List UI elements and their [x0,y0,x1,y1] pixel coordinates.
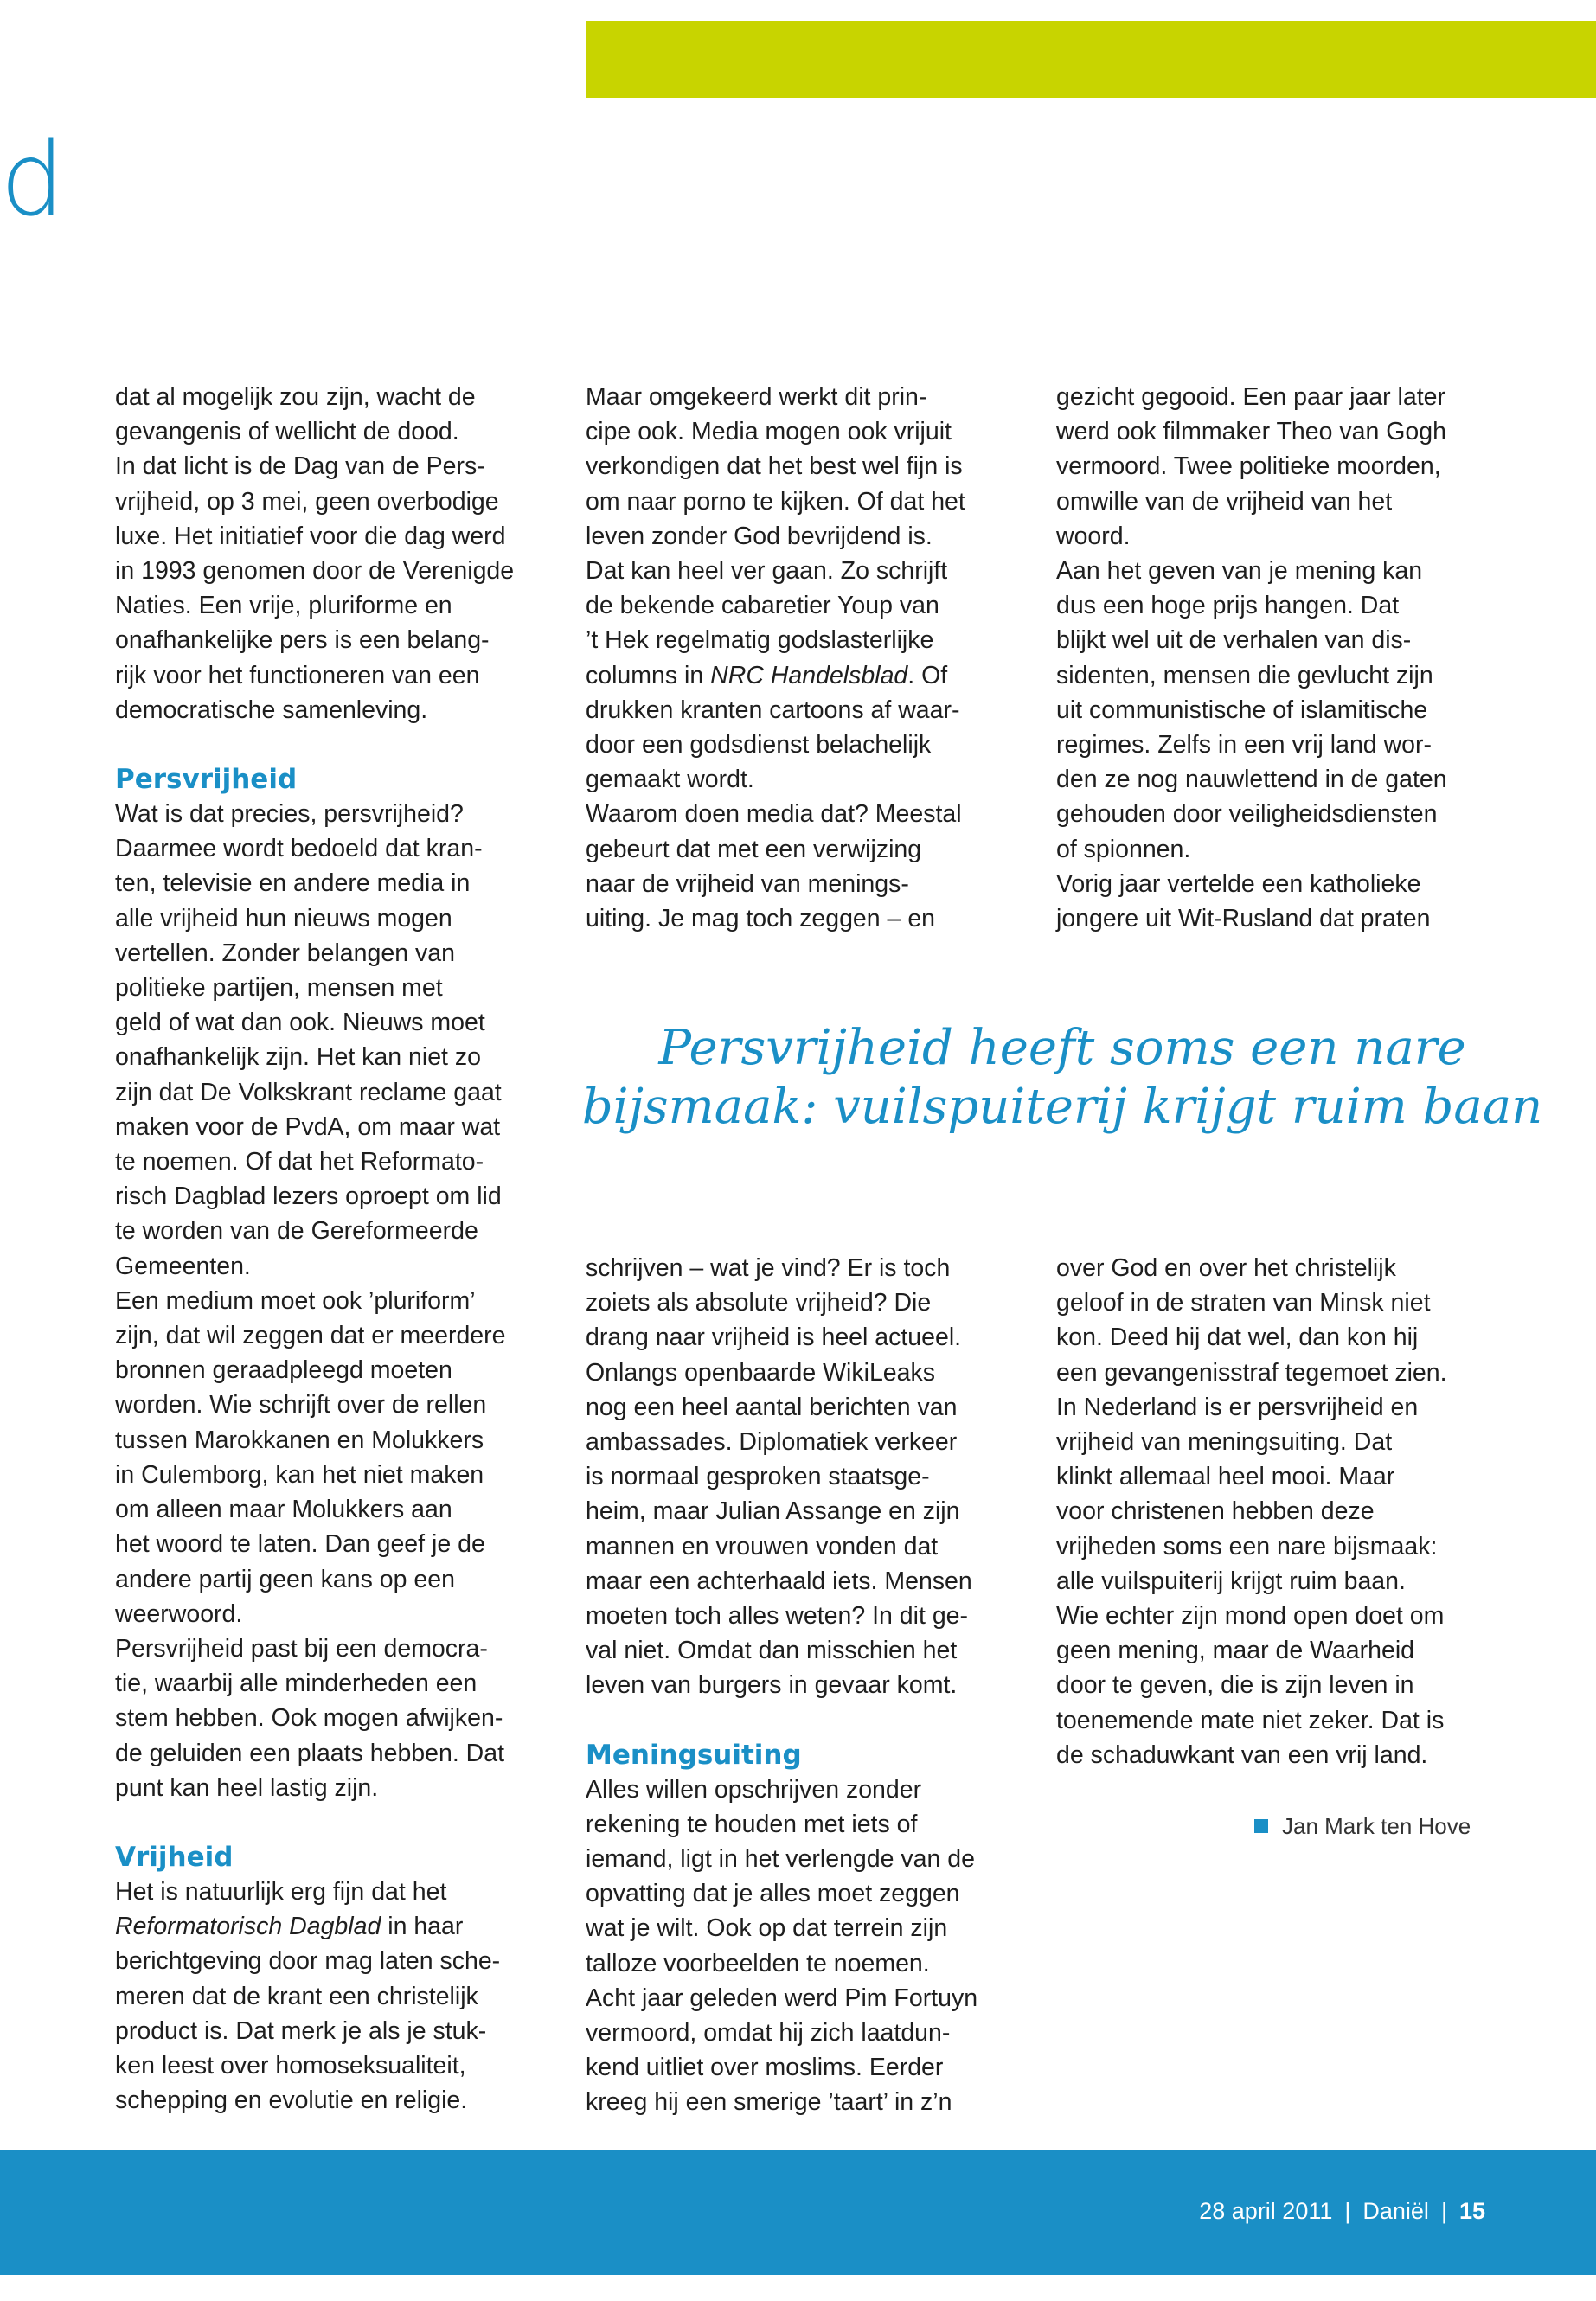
article-column-2-bottom: schrijven – wat je vind? Er is toch zoiets als absolute vrijheid? Die drang naar vrijheid is heel actueel. Onlangs openbaarde WikiLeaks nog een heel aantal berichten van ambassades. Diplomatiek verkeer is normaal gesproken staatsge- heim, maar Julian Assange en zijn mannen en vrouwen vonden dat maar een achterhaald iets. Mensen moeten toch alles weten? In dit ge- val niet. Omdat dan misschien het leven van burgers in gevaar komt. Meningsuiting Alles willen opschrijven zonder rekening te houden met iets of iemand, ligt in het verlengde van de opvatting dat je alles moet zeggen wat je wilt. Ook op dat terrein zijn talloze voorbeelden te noemen. Acht jaar geleden werd Pim Fortuyn vermoord, omdat hij zich laatdun- kend uitliet over moslims. Eerder kreeg hij een smerige ’taart’ in z’n [586,1251,1035,2120]
section-body-meningsuiting: Alles willen opschrijven zonder rekening te houden met iets of iemand, ligt in het verlengde van de opvatting dat je alles moet zeggen wat je wilt. Ook op dat terrein zijn talloze voorbeelden te noemen. Acht jaar geleden werd Pim Fortuyn vermoord, omdat hij zich laatdun- kend uitliet over moslims. Eerder kreeg hij een smerige ’taart’ in z’n [586,1775,978,2117]
title-fragment: d [0,119,65,239]
pull-quote: Persvrijheid heeft soms een nare bijsmaak: vuilspuiterij krijgt ruim baan [581,1020,1543,1135]
article-column-1 [115,380,565,2118]
section-heading-persvrijheid: Persvrijheid [115,764,298,796]
footer-info: 28 april 2011 | Daniël | 15 [1199,2198,1485,2224]
section-heading-meningsuiting: Meningsuiting [586,1739,802,1771]
article-column-2-top: Maar omgekeerd werkt dit prin- cipe ook. Media mogen ook vrijuit verkondigen dat het best wel fijn is om naar porno te kijken. Of dat het leven zonder God bevrijdend is. Dat kan heel ver gaan. Zo schrijft de bekende cabaretier Youp van ’t Hek regelmatig godslasterlijke columns in NRC Handelsblad. Of drukken kranten cartoons af waar- door een godsdienst belachelijk gemaakt wordt. Waarom doen media dat? Meestal gebeurt dat met een verwijzing naar de vrijheid van menings- uiting. Je mag toch zeggen – en [586,383,965,933]
author-byline [1254,1811,1471,1842]
intro-paragraph: dat al mogelijk zou zijn, wacht de gevangenis of wellicht de dood. In dat licht is de Dag van de Pers- vrijheid, op 3 mei, geen overbodige luxe. Het initiatief voor die dag werd in 1993 genomen door de Verenigde Naties. Een vrije, pluriforme en onafhankelijke pers is een belang- rijk voor het functioneren van een democratische samenleving. [115,383,515,724]
issue-date: 28 april 2011 [1199,2198,1333,2224]
square-bullet-icon [1254,1819,1268,1833]
section-body-vrijheid: Het is natuurlijk erg fijn dat het Reformatorisch Dagblad in haar berichtgeving door mag laten sche- meren dat de krant een christelijk product is. Dat merk je als je stuk- ken leest over homoseksualiteit, schepping en evolutie en religie. [115,1877,501,2115]
magazine-name: Daniël [1362,2198,1429,2224]
article-column-3-bottom: over God en over het christelijk geloof in de straten van Minsk niet kon. Deed hij dat wel, dan kon hij een gevangenisstraf tegemoet zien. In Nederland is er persvrijheid en vrijheid van meningsuiting. Dat klinkt allemaal heel mooi. Maar voor christenen hebben deze vrijheden soms een nare bijsmaak: alle vuilspuiterij krijgt ruim baan. Wie echter zijn mond open doet om geen mening, maar de Waarheid door te geven, die is zijn leven in toenemende mate niet zeker. Dat is de schaduwkant van een vrij land. [1056,1254,1447,1769]
section-heading-vrijheid: Vrijheid [115,1841,234,1873]
page-number: 15 [1458,2198,1485,2224]
top-accent-bar [586,21,1596,98]
author-name: Jan Mark ten Hove [1282,1813,1471,1839]
page-footer [0,2150,1596,2275]
article-column-3-top: gezicht gegooid. Een paar jaar later werd ook filmmaker Theo van Gogh vermoord. Twee politieke moorden, omwille van de vrijheid van het woord. Aan het geven van je mening kan dus een hoge prijs hangen. Dat blijkt wel uit de verhalen van dis- sidenten, mensen die gevlucht zijn uit communistische of islamitische regimes. Zelfs in een vrij land wor- den ze nog nauwlettend in de gaten gehouden door veiligheidsdiensten of spionnen. Vorig jaar vertelde een katholieke jongere uit Wit-Rusland dat praten [1056,383,1447,933]
section-body-persvrijheid: Wat is dat precies, persvrijheid? Daarmee wordt bedoeld dat kran- ten, televisie en andere media in alle vrijheid hun nieuws mogen vertellen. Zonder belangen van politieke partijen, mensen met geld of wat dan ook. Nieuws moet onafhankelijk zijn. Het kan niet zo zijn dat De Volkskrant reclame gaat maken voor de PvdA, om maar wat te noemen. Of dat het Reformato- risch Dagblad lezers oproept om lid te worden van de Gereformeerde Gemeenten. Een medium moet ook ’pluriform’ zijn, dat wil zeggen dat er meerdere bronnen geraadpleegd moeten worden. Wie schrijft over de rellen tussen Marokkanen en Molukkers in Culemborg, kan het niet maken om alleen maar Molukkers aan het woord te laten. Dan geef je de andere partij geen kans op een weerwoord. Persvrijheid past bij een democra- tie, waarbij alle minderheden een stem hebben. Ook mogen afwijken- de geluiden een plaats hebben. Dat punt kan heel lastig zijn. [115,800,506,1802]
